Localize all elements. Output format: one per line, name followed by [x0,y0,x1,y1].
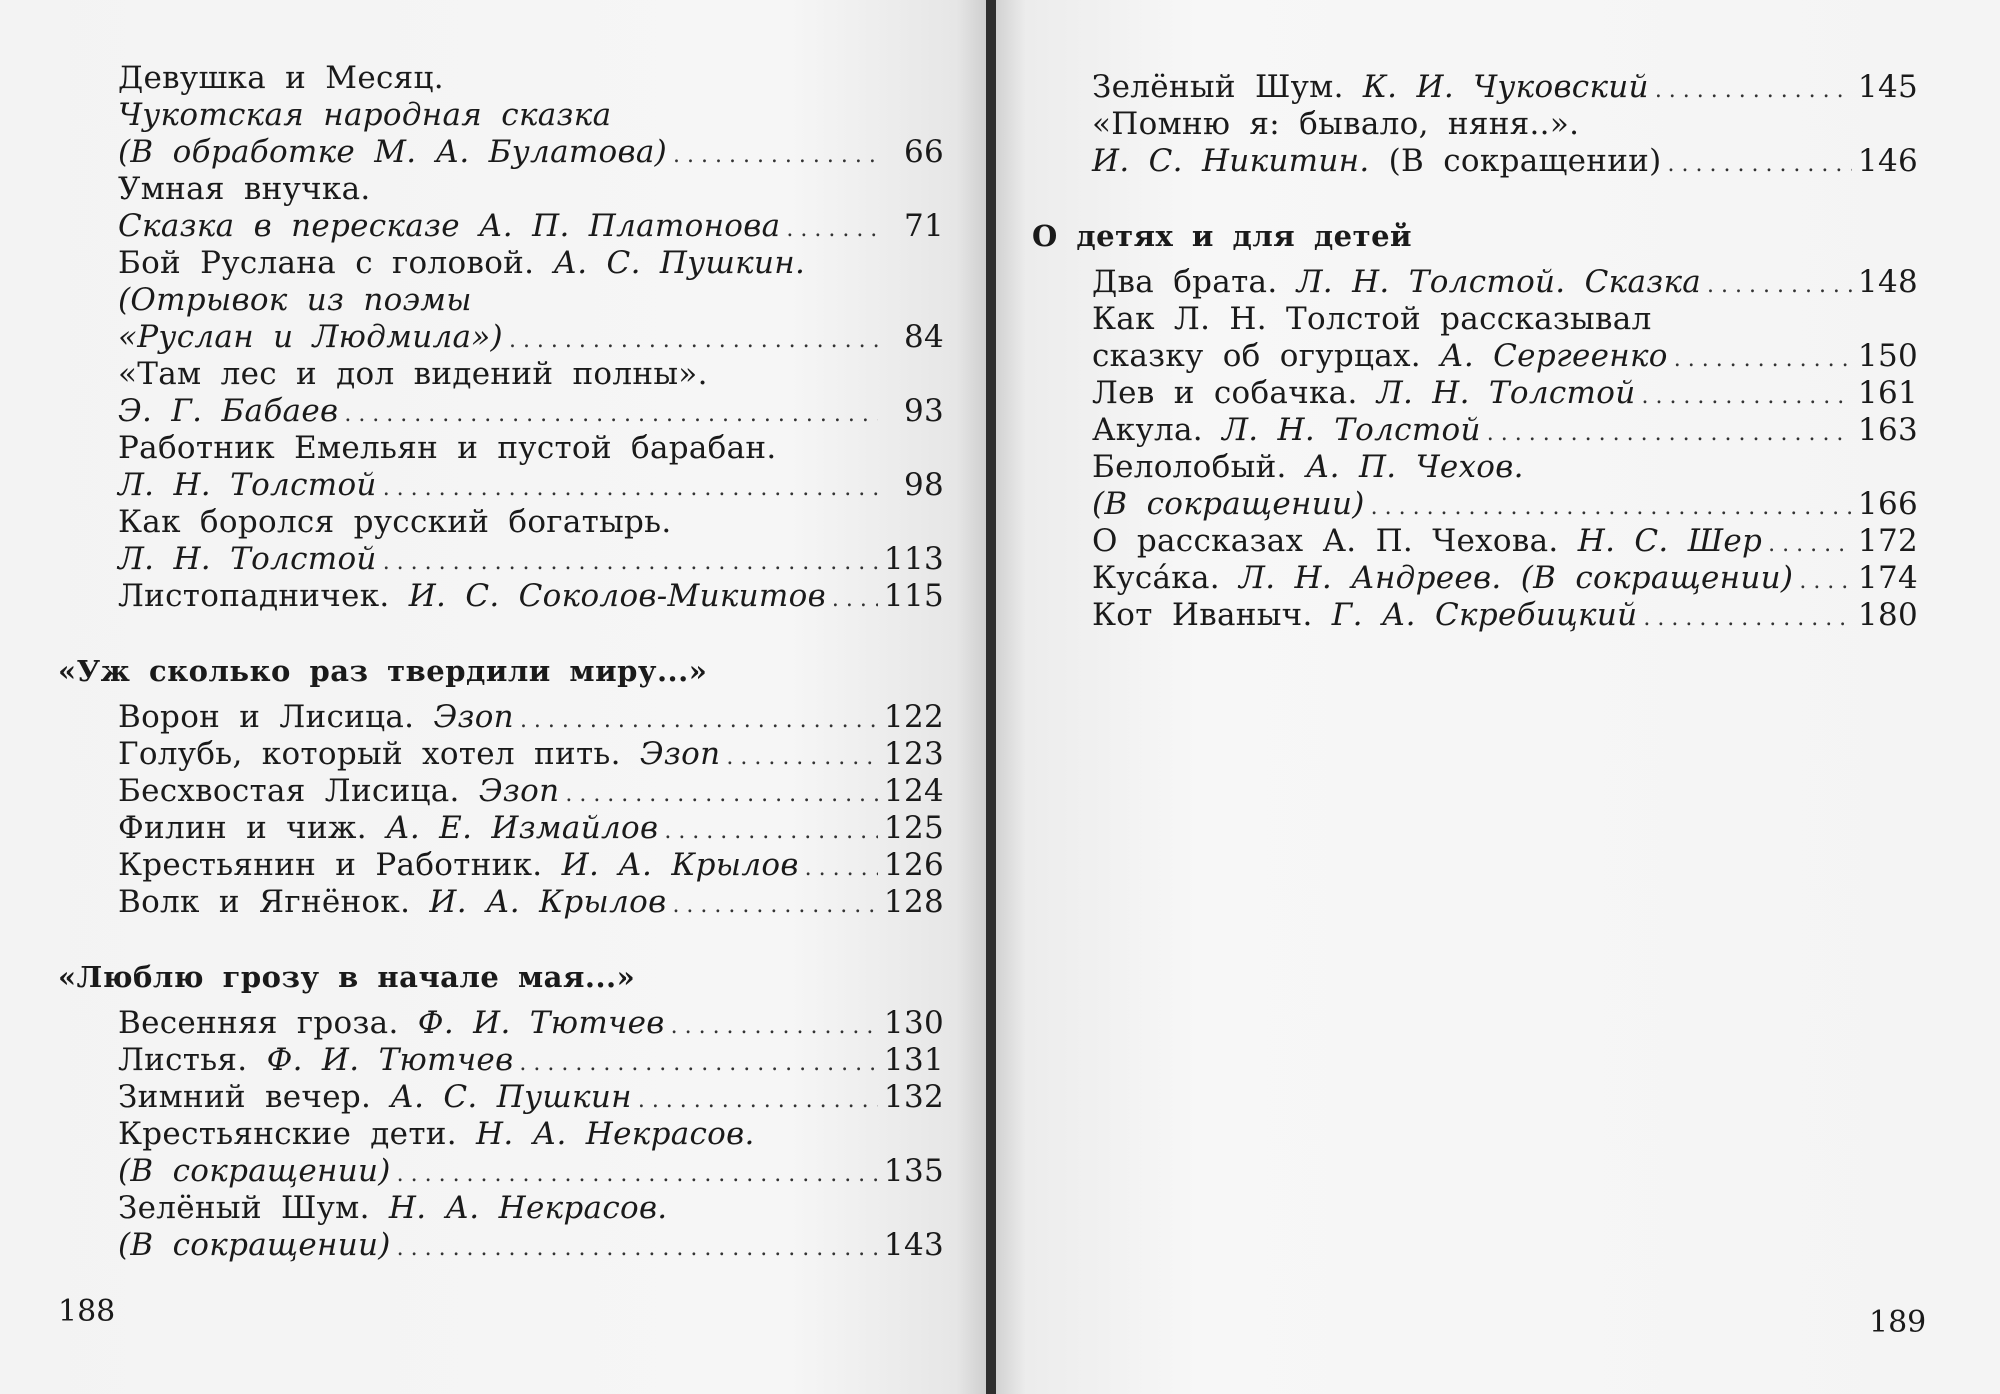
entry-title: Листопадничек. [118,578,409,614]
toc-entry-line [118,1227,944,1264]
entry-title: Крестьянин и Работник. [118,847,562,883]
entry-title: Зелёный Шум. [118,1190,389,1226]
entry-title: И. С. Никитин. [1092,143,1370,179]
entry-title: Сказка в пересказе А. П. Платонова [118,208,781,244]
dot-leader [344,393,878,433]
entry-title: Э. Г. Бабаев [118,393,339,429]
toc-page-number: 150 [1857,338,1918,374]
entry-note: (В сокращении) [1501,560,1794,596]
toc-entry-line [118,1190,944,1227]
entry-title: Бой Руслана с головой. [118,245,554,281]
entry-author: Л. Н. Толстой. Сказка [1296,264,1702,300]
dot-leader [397,1153,878,1193]
entry-title: Л. Н. Толстой [118,467,377,503]
entry-title: «Руслан и Людмила») [118,319,503,355]
toc-entry-text [1092,523,1762,560]
toc-entry-line [118,171,944,208]
entry-author: Эзоп [639,736,721,772]
dot-leader [805,847,878,887]
toc-entry-text [1092,264,1701,301]
section-gap-small [1092,256,1918,264]
dot-leader [832,578,878,618]
page-number-right: 189 [1869,1305,1927,1340]
entry-title: Крестьянские дети. [118,1116,477,1152]
toc-entry-line [118,1042,944,1079]
toc-page-number: 93 [903,393,944,429]
entry-author: Н. А. Некрасов. [476,1116,755,1152]
toc-entry-line [118,884,944,921]
section-title: «Уж сколько раз твердили миру...» [58,654,708,688]
dot-leader [671,1005,878,1045]
entry-author: И. А. Крылов [429,884,667,920]
toc-entry-text [118,467,377,504]
toc-page-number: 71 [903,208,944,244]
entry-author: Г. А. Скребицкий [1331,597,1638,633]
entry-title: Зелёный Шум. [1092,69,1363,105]
entry-author: Ф. И. Тютчев [417,1005,665,1041]
dot-leader [1371,486,1852,526]
toc-page-number: 135 [883,1153,944,1189]
toc-entry-line [1092,301,1918,338]
toc-entry-text [1092,106,1579,143]
toc-entry-text [118,1079,632,1116]
toc-entry-line [118,134,944,171]
dot-leader [672,884,877,924]
toc-entry-line [118,1153,944,1190]
dot-leader [1668,143,1852,183]
toc-page-number: 84 [903,319,944,355]
page-number-left: 188 [58,1294,116,1329]
toc-page-number: 124 [883,773,944,809]
toc-page-number: 166 [1857,486,1918,522]
toc-entry-line [118,810,944,847]
toc-page-number: 115 [883,578,944,614]
toc-entry-text [118,60,444,97]
book-gutter [986,0,996,1394]
toc-entry-line [1092,560,1918,597]
entry-title: Работник Емельян и пустой барабан. [118,430,777,466]
toc-entry-text [118,1116,755,1153]
toc-entry-line [118,1079,944,1116]
entry-title: (В сокращении) [118,1227,391,1263]
entry-author: Эзоп [478,773,560,809]
right-page [996,0,2000,1394]
dot-leader [397,1227,878,1267]
dot-leader [1643,597,1852,637]
entry-title: (В сокращении) [118,1153,391,1189]
toc-page-number: 128 [883,884,944,920]
dot-leader [1487,412,1852,452]
dot-leader [519,1042,878,1082]
entry-author: И. А. Крылов [561,847,799,883]
toc-entry-text [118,736,720,773]
toc-entry-line [118,393,944,430]
toc-entry-text [1092,486,1365,523]
entry-title: Акула. [1092,412,1223,448]
toc-entry-line [1092,106,1918,143]
entry-title: Весенняя гроза. [118,1005,418,1041]
dot-leader [565,773,878,813]
toc-entry-line [118,504,944,541]
toc-page-number: 130 [883,1005,944,1041]
entry-title: Листья. [118,1042,267,1078]
entry-author: А. Сергеенко [1440,338,1668,374]
toc-entry-line [118,319,944,356]
toc-page-number: 143 [883,1227,944,1263]
toc-page-number: 126 [883,847,944,883]
toc-entry-text [118,208,780,245]
section-gap [1092,180,1918,216]
toc-entry-text [118,1153,391,1190]
entry-author: А. С. Пушкин [390,1079,632,1115]
dot-leader [726,736,878,776]
entry-title: Зимний вечер. [118,1079,391,1115]
toc-entry-text [118,282,472,319]
toc-entry-text [1092,597,1637,634]
section-title: «Люблю грозу в начале мая...» [58,960,636,994]
toc-entry-text [118,773,559,810]
toc-entry-text [118,884,666,921]
entry-title: Филин и чиж. [118,810,387,846]
entry-title: Волк и Ягнёнок. [118,884,430,920]
entry-title: Кот Иваныч. [1092,597,1332,633]
dot-leader [520,699,878,739]
dot-leader [664,810,878,850]
toc-entry-text [118,393,338,430]
toc-entry-text [118,245,805,282]
toc-entry-line [118,847,944,884]
toc-page-number: 148 [1857,264,1918,300]
toc-entry-text [118,1190,667,1227]
toc-entry-line [118,1005,944,1042]
entry-title: Куса́ка. [1092,560,1240,596]
toc-entry-line [1092,449,1918,486]
dot-leader [383,467,878,507]
toc-entry-text [1092,560,1793,597]
toc-entry-line [1092,523,1918,560]
toc-entry-line [1092,264,1918,301]
toc-page-number: 132 [883,1079,944,1115]
dot-leader [383,541,878,581]
dot-leader [1768,523,1852,563]
toc-page-number: 172 [1857,523,1918,559]
entry-title: Чукотская народная сказка [118,97,612,133]
toc-entry-line [1092,486,1918,523]
entry-title: Как Л. Н. Толстой рассказывал [1092,301,1652,337]
dot-leader [1707,264,1852,304]
toc-page-number: 113 [883,541,944,577]
toc-column-left [58,60,944,1264]
toc-entry-text [118,134,667,171]
toc-entry-line [1092,69,1918,106]
toc-page-number: 146 [1857,143,1918,179]
toc-entry-line [118,578,944,615]
toc-entry-line [1092,375,1918,412]
toc-page-number: 161 [1857,375,1918,411]
entry-author: Ф. И. Тютчев [266,1042,514,1078]
entry-title: Голубь, который хотел пить. [118,736,640,772]
section-gap [118,921,944,957]
toc-page-number: 180 [1857,597,1918,633]
toc-entry-line [118,97,944,134]
entry-author: К. И. Чуковский [1362,69,1649,105]
toc-entry-line [118,60,944,97]
toc-entry-text [1092,375,1635,412]
toc-entry-line [1092,412,1918,449]
toc-page-number: 66 [903,134,944,170]
section-gap [118,615,944,651]
toc-entry-text [118,699,514,736]
toc-page-number: 131 [883,1042,944,1078]
entry-title: (В сокращении) [1092,486,1365,522]
toc-entry-text [1092,69,1649,106]
entry-author: Н. А. Некрасов. [388,1190,668,1226]
dot-leader [1799,560,1852,600]
toc-page-number: 122 [883,699,944,735]
entry-title: Умная внучка. [118,171,371,207]
entry-title: О рассказах А. П. Чехова. [1092,523,1578,559]
entry-author: Л. Н. Андреев. [1239,560,1502,596]
toc-entry-line [118,736,944,773]
entry-title: Белолобый. [1092,449,1306,485]
toc-entry-text [118,1005,665,1042]
dot-leader [673,134,878,174]
dot-leader [638,1079,878,1119]
entry-title: Лев и собачка. [1092,375,1377,411]
section-gap-small [118,997,944,1005]
toc-page-number: 98 [903,467,944,503]
toc-page-number: 174 [1857,560,1918,596]
dot-leader [509,319,878,359]
entry-author: А. П. Чехов. [1305,449,1524,485]
dot-leader [1641,375,1851,415]
toc-entry-line [1092,597,1918,634]
toc-entry-text [118,430,777,467]
toc-entry-line [118,699,944,736]
toc-entry-text [118,1042,513,1079]
entry-author: Н. С. Шер [1577,523,1763,559]
entry-author: А. С. Пушкин. [553,245,806,281]
toc-entry-text [1092,412,1481,449]
entry-title: (В обработке М. А. Булатова) [118,134,668,170]
toc-page-number: 145 [1857,69,1918,105]
left-page [0,0,986,1394]
toc-entry-text [118,97,611,134]
toc-entry-text [1092,301,1652,338]
toc-entry-text [118,171,371,208]
toc-entry-text [118,541,377,578]
entry-author: Л. Н. Толстой [1222,412,1481,448]
entry-author: Эзоп [433,699,514,735]
toc-entry-text [118,810,658,847]
toc-page-number: 163 [1857,412,1918,448]
toc-entry-line [118,467,944,504]
toc-entry-line [118,356,944,393]
toc-entry-text [118,578,826,615]
entry-title: сказку об огурцах. [1092,338,1441,374]
toc-entry-text [118,1227,391,1264]
toc-entry-line [118,541,944,578]
toc-entry-line [118,430,944,467]
entry-author: И. С. Соколов-Микитов [408,578,826,614]
entry-note: (В сокращении) [1369,143,1662,179]
toc-entry-text [118,319,503,356]
entry-title: «Помню я: бывало, няня..». [1092,106,1580,142]
dot-leader [1655,69,1852,109]
dot-leader [786,208,878,248]
toc-page-number: 123 [883,736,944,772]
entry-title: Как боролся русский богатырь. [118,504,672,540]
toc-entry-line [118,773,944,810]
toc-entry-line [118,208,944,245]
section-gap-small [118,691,944,699]
toc-column-right [1032,69,1918,634]
entry-title: Бесхвостая Лисица. [118,773,479,809]
toc-entry-text [118,504,672,541]
toc-entry-line [1092,143,1918,180]
entry-title: Ворон и Лисица. [118,699,434,735]
toc-entry-text [1092,449,1524,486]
entry-title: Л. Н. Толстой [118,541,377,577]
toc-entry-line [118,245,944,282]
toc-entry-text [118,356,708,393]
entry-author: А. Е. Измайлов [386,810,659,846]
toc-entry-text [1092,143,1662,180]
entry-title: «Там лес и дол видений полны». [118,356,708,392]
entry-title: Два брата. [1092,264,1297,300]
entry-author: Л. Н. Толстой [1376,375,1636,411]
entry-title: (Отрывок из поэмы [118,282,472,318]
toc-page-number: 125 [883,810,944,846]
entry-title: Девушка и Месяц. [118,60,444,96]
toc-entry-line [1092,338,1918,375]
toc-entry-line [118,282,944,319]
dot-leader [1674,338,1852,378]
toc-entry-text [1092,338,1668,375]
toc-entry-text [118,847,799,884]
toc-entry-line [118,1116,944,1153]
section-title: О детях и для детей [1032,219,1413,253]
